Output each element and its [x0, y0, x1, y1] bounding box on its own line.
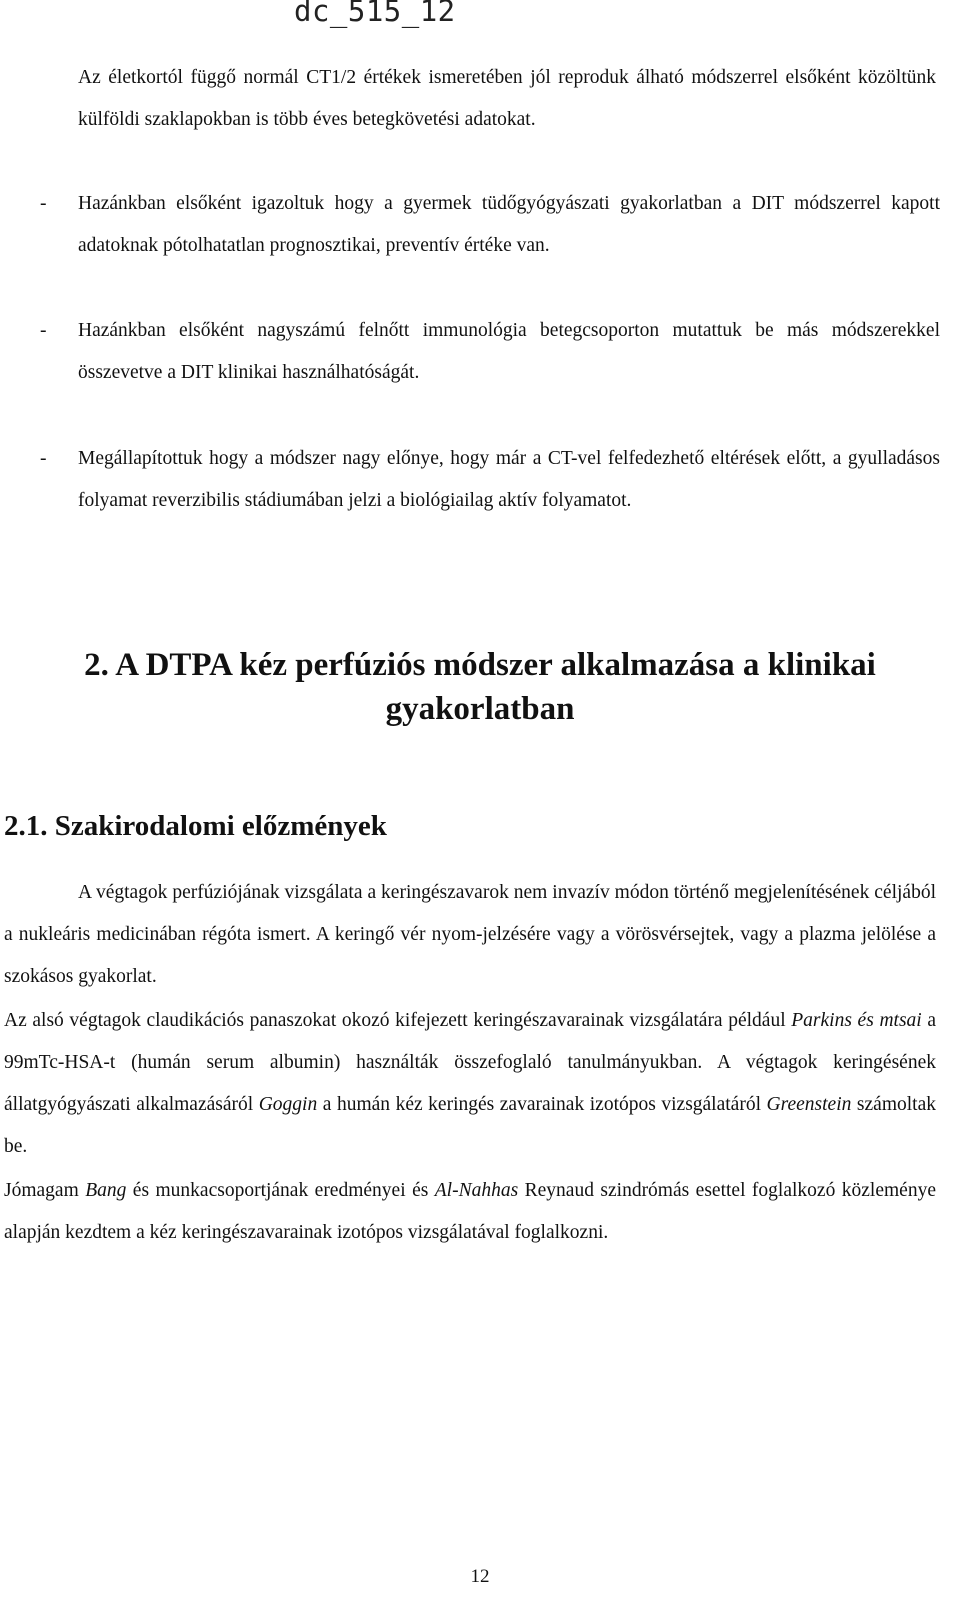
bullet-item — [40, 438, 940, 522]
bullet-item — [40, 310, 940, 394]
section-heading — [0, 643, 960, 731]
section-heading-line-2: gyakorlatban — [385, 691, 575, 727]
text-run: Az alsó végtagok claudikációs panaszokat okozó kifejezett keringészavarainak vizsgálatára például — [4, 1010, 792, 1031]
subsection-heading: 2.1. Szakirodalomi előzmények — [4, 810, 387, 842]
text-run: a humán kéz keringés zavarainak izotópos vizsgálatáról — [317, 1094, 767, 1115]
author-citation: Greenstein — [766, 1094, 852, 1115]
bullet-dash: - — [40, 448, 47, 469]
paragraph-2 — [4, 1000, 936, 1168]
author-citation: Bang — [85, 1180, 127, 1201]
text-run: Reynaud szindrómás esettel foglalkozó közleménye alapján kezdtem a kéz keringészavarainak izotópos vizsgálatával foglalkozni. — [4, 1180, 936, 1243]
page-number: 12 — [470, 1566, 490, 1587]
intro-paragraph: Az életkortól függő normál CT1/2 értékek ismeretében jól reproduk álható módszerrel elsőként közöltünk külföldi szaklapokban is több éves betegkövetési adatokat. — [78, 67, 936, 130]
paragraph-1: A végtagok perfúziójának vizsgálata a keringészavarok nem invazív módon történő megjelenítésének céljából a nukleáris medicinában régóta ismert. A keringő vér nyom-jelzésére vagy a vörösvérsejtek, vagy a plazma jelölése a szokásos gyakorlat. — [4, 882, 936, 987]
text-run: és munkacsoportjának eredményei és — [126, 1180, 435, 1201]
document-id-header: dc_515_12 — [294, 0, 456, 28]
bullet-dash: - — [40, 193, 47, 214]
section-heading-line-1: 2. A DTPA kéz perfúziós módszer alkalmazása a klinikai — [84, 647, 876, 683]
text-run: számoltak be. — [4, 1094, 936, 1157]
bullet-text: Megállapítottuk hogy a módszer nagy előnye, hogy már a CT-vel felfedezhető eltérések előtt, a gyulladásos folyamat reverzibilis stádiumában jelzi a biológiailag aktív folyamatot. — [78, 448, 940, 511]
paragraph-3 — [4, 1170, 936, 1254]
author-citation: Goggin — [258, 1094, 318, 1115]
bullet-text: Hazánkban elsőként igazoltuk hogy a gyermek tüdőgyógyászati gyakorlatban a DIT módszerrel kapott adatoknak pótolhatatlan prognosztikai, preventív értéke van. — [78, 193, 940, 256]
author-citation: Al-Nahhas — [434, 1180, 519, 1201]
bullet-dash: - — [40, 320, 47, 341]
text-run: Jómagam — [4, 1180, 86, 1201]
bullet-item — [40, 183, 940, 267]
bullet-text: Hazánkban elsőként nagyszámú felnőtt immunológia betegcsoporton mutattuk be más módszerekkel összevetve a DIT klinikai használhatóságát. — [78, 320, 940, 383]
text-run: a 99mTc-HSA-t (humán serum albumin) használták összefoglaló tanulmányukban. A végtagok keringésének állatgyógyászati alkalmazásáról — [4, 1010, 936, 1115]
author-citation: Parkins és mtsai — [791, 1010, 922, 1031]
